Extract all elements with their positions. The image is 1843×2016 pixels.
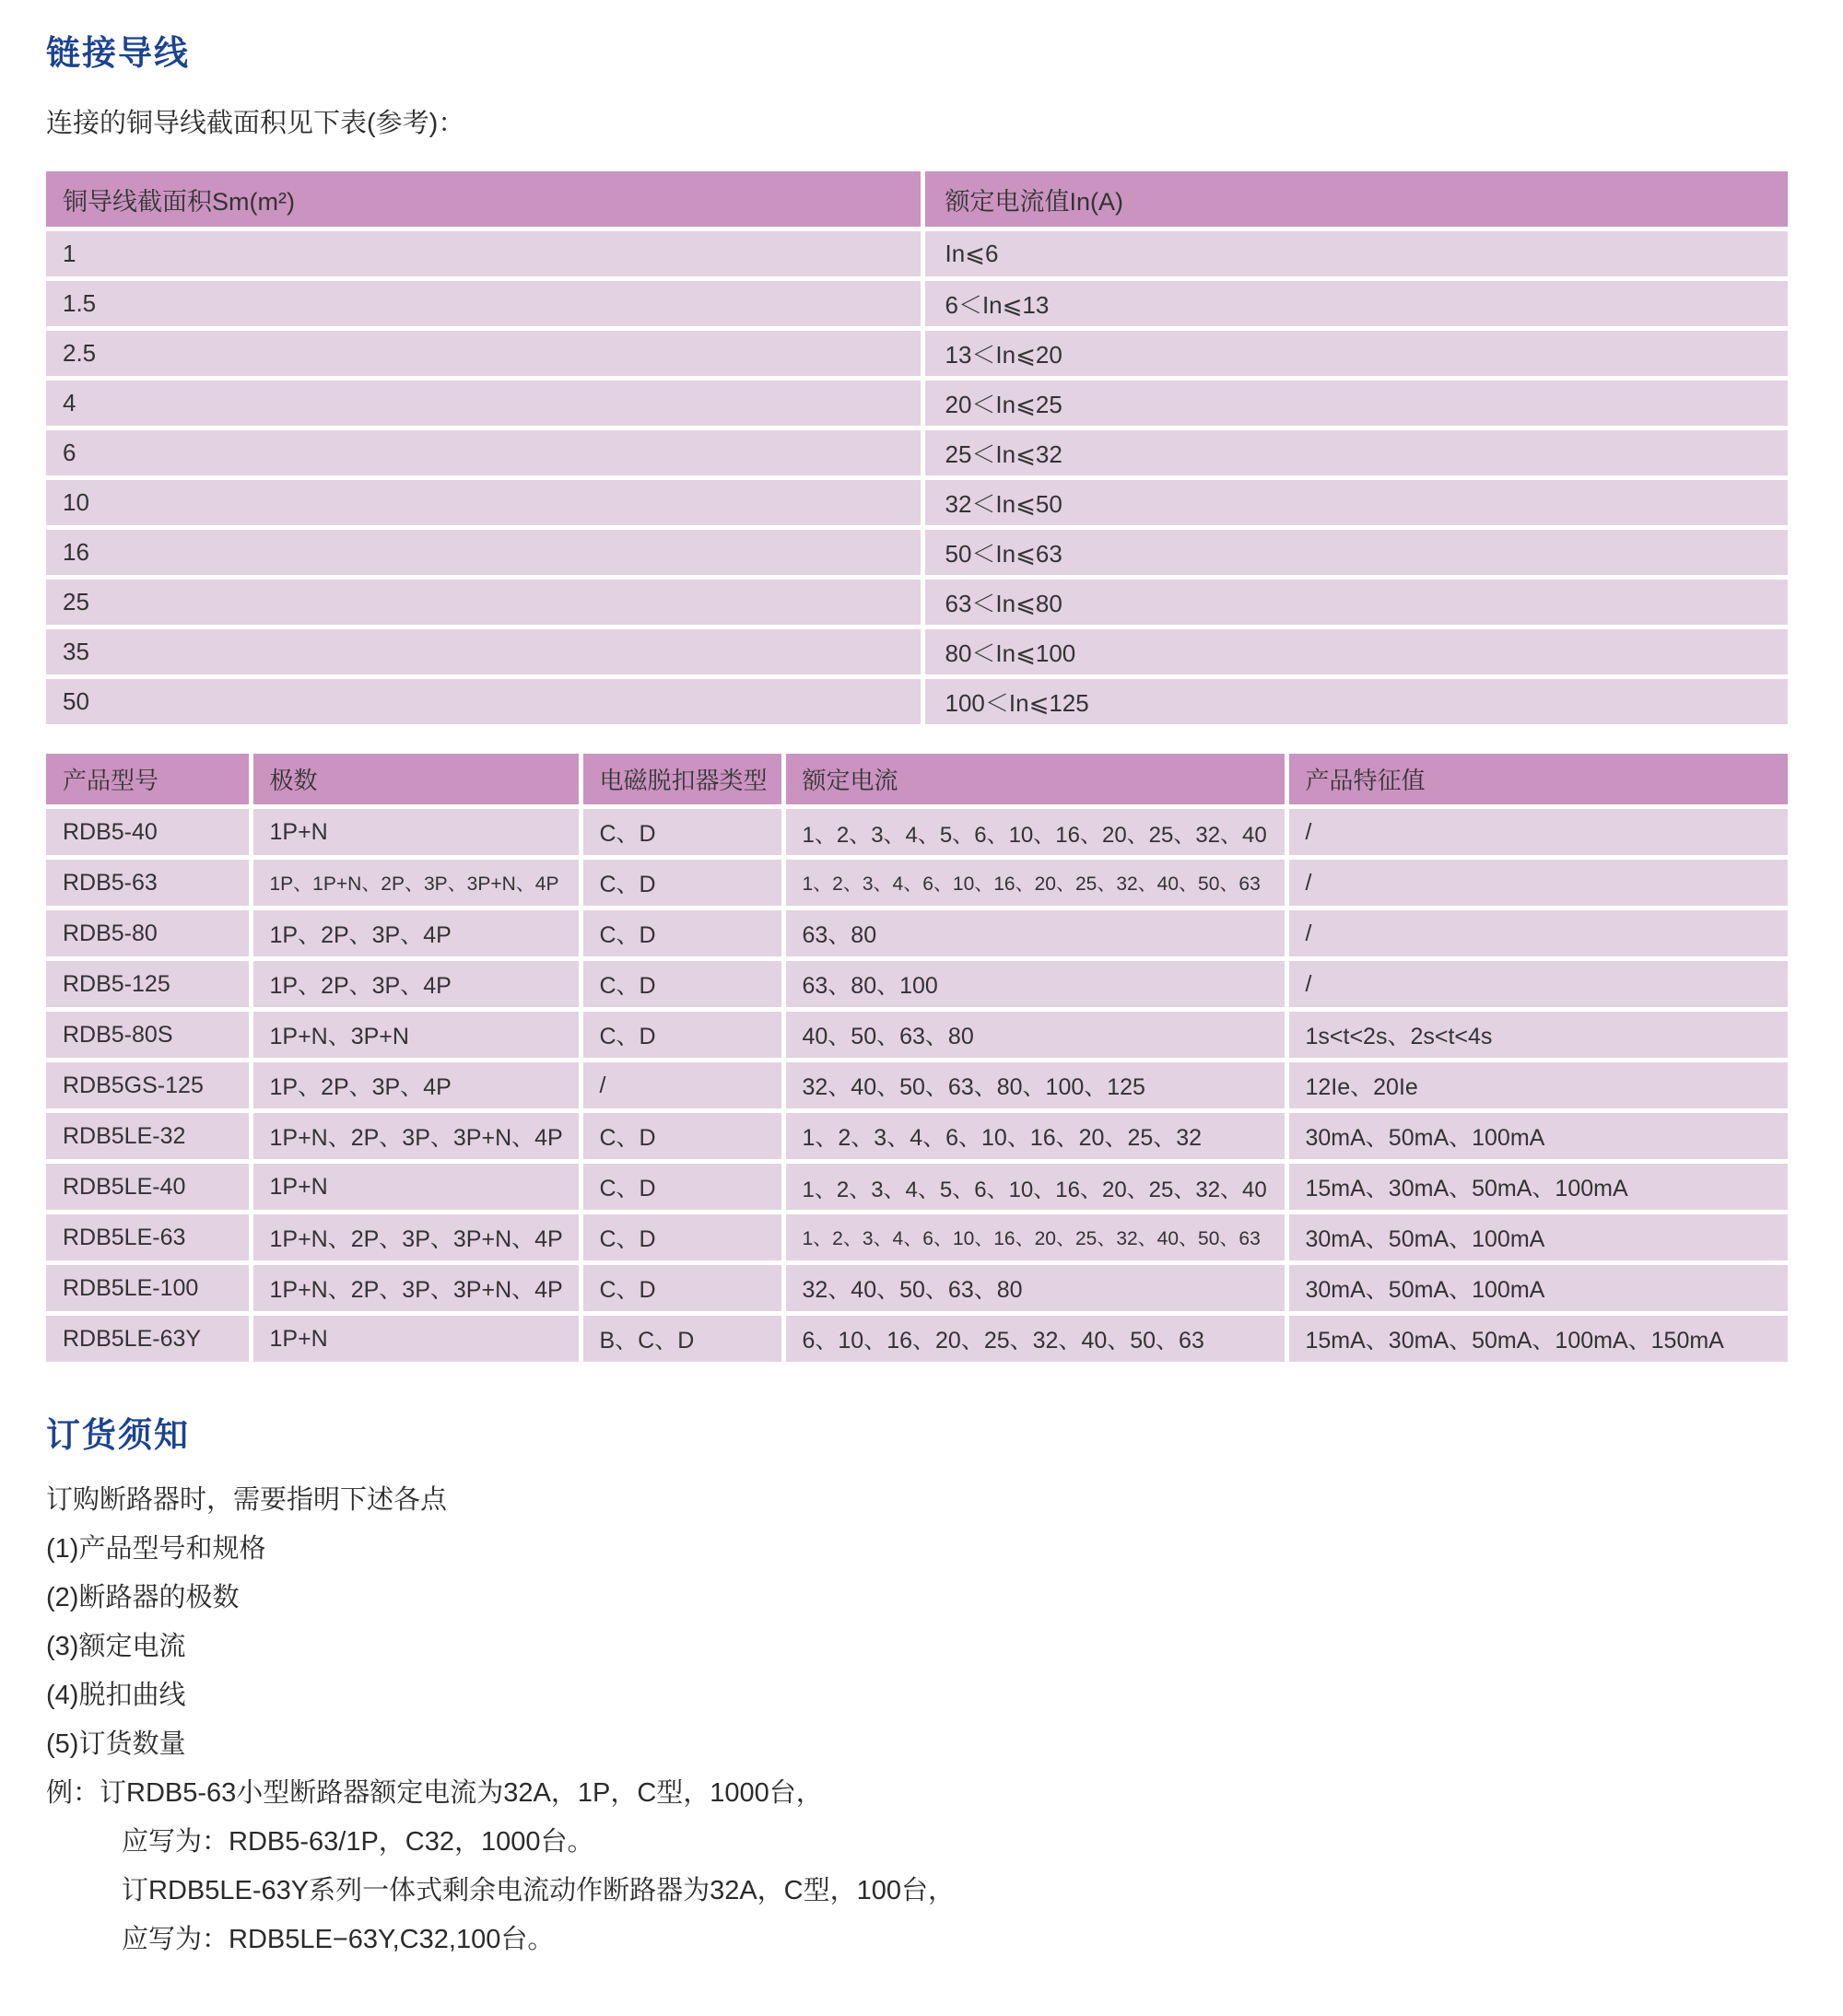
trip-type-cell: /	[581, 1061, 783, 1111]
characteristic-cell: 15mA、30mA、50mA、100mA	[1286, 1162, 1788, 1213]
section-title-ordering-notes: 订货须知	[46, 1416, 190, 1454]
trip-type-cell: C、D	[581, 807, 783, 858]
rated-current-cell: 6＜In⩽13	[922, 279, 1788, 329]
table-row	[46, 1111, 1788, 1162]
trip-type-cell: C、D	[581, 1162, 783, 1213]
trip-type-cell: C、D	[581, 1111, 783, 1162]
characteristic-cell: 15mA、30mA、50mA、100mA、150mA	[1286, 1314, 1788, 1363]
trip-type-cell: C、D	[581, 1010, 783, 1061]
poles-cell: 1P+N	[251, 1162, 581, 1213]
cross-section-cell: 16	[46, 528, 922, 578]
rated-current-cell: 32＜In⩽50	[922, 478, 1788, 528]
trip-type-cell: C、D	[581, 1263, 783, 1314]
characteristic-cell: 30mA、50mA、100mA	[1286, 1213, 1788, 1263]
ordering-item-4: (4)脱扣曲线	[46, 1681, 186, 1710]
trip-type-cell: B、C、D	[581, 1314, 783, 1363]
model-cell: RDB5-125	[46, 959, 251, 1010]
model-cell: RDB5-63	[46, 858, 251, 908]
ordering-example-block	[46, 1775, 1797, 1958]
rated-current-cell: 40、50、63、80	[783, 1010, 1286, 1061]
table-row	[46, 1010, 1788, 1061]
rated-current-cell: 100＜In⩽125	[922, 677, 1788, 725]
ordering-item-3: (3)额定电流	[46, 1632, 186, 1661]
ordering-intro: 订购断路器时，需要指明下述各点	[46, 1485, 448, 1515]
cross-section-cell: 10	[46, 478, 922, 528]
model-cell: RDB5-40	[46, 807, 251, 858]
model-cell: RDB5-80S	[46, 1010, 251, 1061]
poles-cell: 1P+N、2P、3P、3P+N、4P	[251, 1263, 581, 1314]
ordering-item-1: (1)产品型号和规格	[46, 1534, 266, 1564]
rated-current-cell: 1、2、3、4、6、10、16、20、25、32、40、50、63	[783, 858, 1286, 908]
poles-cell: 1P+N	[251, 1314, 581, 1363]
table-row	[46, 1263, 1788, 1314]
trip-type-cell: C、D	[581, 959, 783, 1010]
table-header-row	[46, 754, 1788, 807]
trip-type-cell: C、D	[581, 858, 783, 908]
trip-type-cell: C、D	[581, 1213, 783, 1263]
col-header-rated-current: 额定电流	[783, 754, 1286, 807]
rated-current-cell: 25＜In⩽32	[922, 428, 1788, 478]
poles-cell: 1P、2P、3P、4P	[251, 908, 581, 959]
rated-current-cell: 63、80	[783, 908, 1286, 959]
table-row	[46, 627, 1788, 677]
poles-cell: 1P、2P、3P、4P	[251, 959, 581, 1010]
table-row	[46, 1061, 1788, 1111]
table-row	[46, 807, 1788, 858]
rated-current-cell: 32、40、50、63、80、100、125	[783, 1061, 1286, 1111]
table-row	[46, 959, 1788, 1010]
ordering-item-2: (2)断路器的极数	[46, 1583, 240, 1612]
cross-section-cell: 1	[46, 229, 922, 279]
table-row	[46, 478, 1788, 528]
characteristic-cell: /	[1286, 807, 1788, 858]
rated-current-cell: 1、2、3、4、5、6、10、16、20、25、32、40	[783, 807, 1286, 858]
characteristic-cell: 12Ie、20Ie	[1286, 1061, 1788, 1111]
rated-current-cell: 63＜In⩽80	[922, 578, 1788, 627]
table-row	[46, 229, 1788, 279]
model-cell: RDB5GS-125	[46, 1061, 251, 1111]
characteristic-cell: /	[1286, 908, 1788, 959]
section-title-connecting-wires: 链接导线	[46, 34, 190, 72]
model-cell: RDB5LE-40	[46, 1162, 251, 1213]
cross-section-cell: 35	[46, 627, 922, 677]
table-row	[46, 379, 1788, 428]
cross-section-cell: 25	[46, 578, 922, 627]
example-line-2: 应写为：RDB5-63/1P，C32，1000台。	[122, 1827, 594, 1857]
col-header-characteristic: 产品特征值	[1286, 754, 1788, 807]
ordering-item-5: (5)订货数量	[46, 1729, 186, 1759]
rated-current-cell: 63、80、100	[783, 959, 1286, 1010]
table-row	[46, 858, 1788, 908]
table-row	[46, 1213, 1788, 1263]
example-line-1: 例：订RDB5-63小型断路器额定电流为32A，1P，C型，1000台，	[46, 1778, 823, 1808]
table-row	[46, 677, 1788, 725]
cross-section-cell: 1.5	[46, 279, 922, 329]
poles-cell: 1P+N、2P、3P、3P+N、4P	[251, 1111, 581, 1162]
table-row	[46, 428, 1788, 478]
col-header-poles: 极数	[251, 754, 581, 807]
table-row	[46, 578, 1788, 627]
copper-wire-cross-section-table	[46, 171, 1788, 724]
cross-section-cell: 6	[46, 428, 922, 478]
cross-section-cell: 4	[46, 379, 922, 428]
table-header-row	[46, 171, 1788, 229]
col-header-rated-current: 额定电流值In(A)	[922, 171, 1788, 229]
model-cell: RDB5-80	[46, 908, 251, 959]
rated-current-cell: 50＜In⩽63	[922, 528, 1788, 578]
cross-section-cell: 50	[46, 677, 922, 725]
poles-cell: 1P+N、3P+N	[251, 1010, 581, 1061]
poles-cell: 1P、2P、3P、4P	[251, 1061, 581, 1111]
table-row	[46, 528, 1788, 578]
table-row	[46, 908, 1788, 959]
product-specification-table	[46, 754, 1788, 1362]
characteristic-cell: /	[1286, 959, 1788, 1010]
table-row	[46, 279, 1788, 329]
col-header-trip-type: 电磁脱扣器类型	[581, 754, 783, 807]
cross-section-cell: 2.5	[46, 329, 922, 379]
rated-current-cell: 1、2、3、4、5、6、10、16、20、25、32、40	[783, 1162, 1286, 1213]
model-cell: RDB5LE-63Y	[46, 1314, 251, 1363]
poles-cell: 1P、1P+N、2P、3P、3P+N、4P	[251, 858, 581, 908]
rated-current-cell: 32、40、50、63、80	[783, 1263, 1286, 1314]
characteristic-cell: 1s<t<2s、2s<t<4s	[1286, 1010, 1788, 1061]
model-cell: RDB5LE-32	[46, 1111, 251, 1162]
poles-cell: 1P+N	[251, 807, 581, 858]
rated-current-cell: 20＜In⩽25	[922, 379, 1788, 428]
poles-cell: 1P+N、2P、3P、3P+N、4P	[251, 1213, 581, 1263]
model-cell: RDB5LE-63	[46, 1213, 251, 1263]
rated-current-cell: 6、10、16、20、25、32、40、50、63	[783, 1314, 1286, 1363]
characteristic-cell: 30mA、50mA、100mA	[1286, 1263, 1788, 1314]
rated-current-cell: 80＜In⩽100	[922, 627, 1788, 677]
rated-current-cell: 1、2、3、4、6、10、16、20、25、32	[783, 1111, 1286, 1162]
wire-table-caption: 连接的铜导线截面积见下表(参考)：	[46, 109, 465, 138]
table-row	[46, 1162, 1788, 1213]
rated-current-cell: In⩽6	[922, 229, 1788, 279]
characteristic-cell: 30mA、50mA、100mA	[1286, 1111, 1788, 1162]
col-header-model: 产品型号	[46, 754, 251, 807]
characteristic-cell: /	[1286, 858, 1788, 908]
model-cell: RDB5LE-100	[46, 1263, 251, 1314]
table-row	[46, 1314, 1788, 1363]
example-line-3: 订RDB5LE-63Y系列一体式剩余电流动作断路器为32A，C型，100台，	[122, 1876, 956, 1905]
example-line-4: 应写为：RDB5LE−63Y,C32,100台。	[122, 1925, 555, 1954]
col-header-cross-section: 铜导线截面积Sm(m²)	[46, 171, 922, 229]
trip-type-cell: C、D	[581, 908, 783, 959]
rated-current-cell: 1、2、3、4、6、10、16、20、25、32、40、50、63	[783, 1213, 1286, 1263]
table-row	[46, 329, 1788, 379]
rated-current-cell: 13＜In⩽20	[922, 329, 1788, 379]
